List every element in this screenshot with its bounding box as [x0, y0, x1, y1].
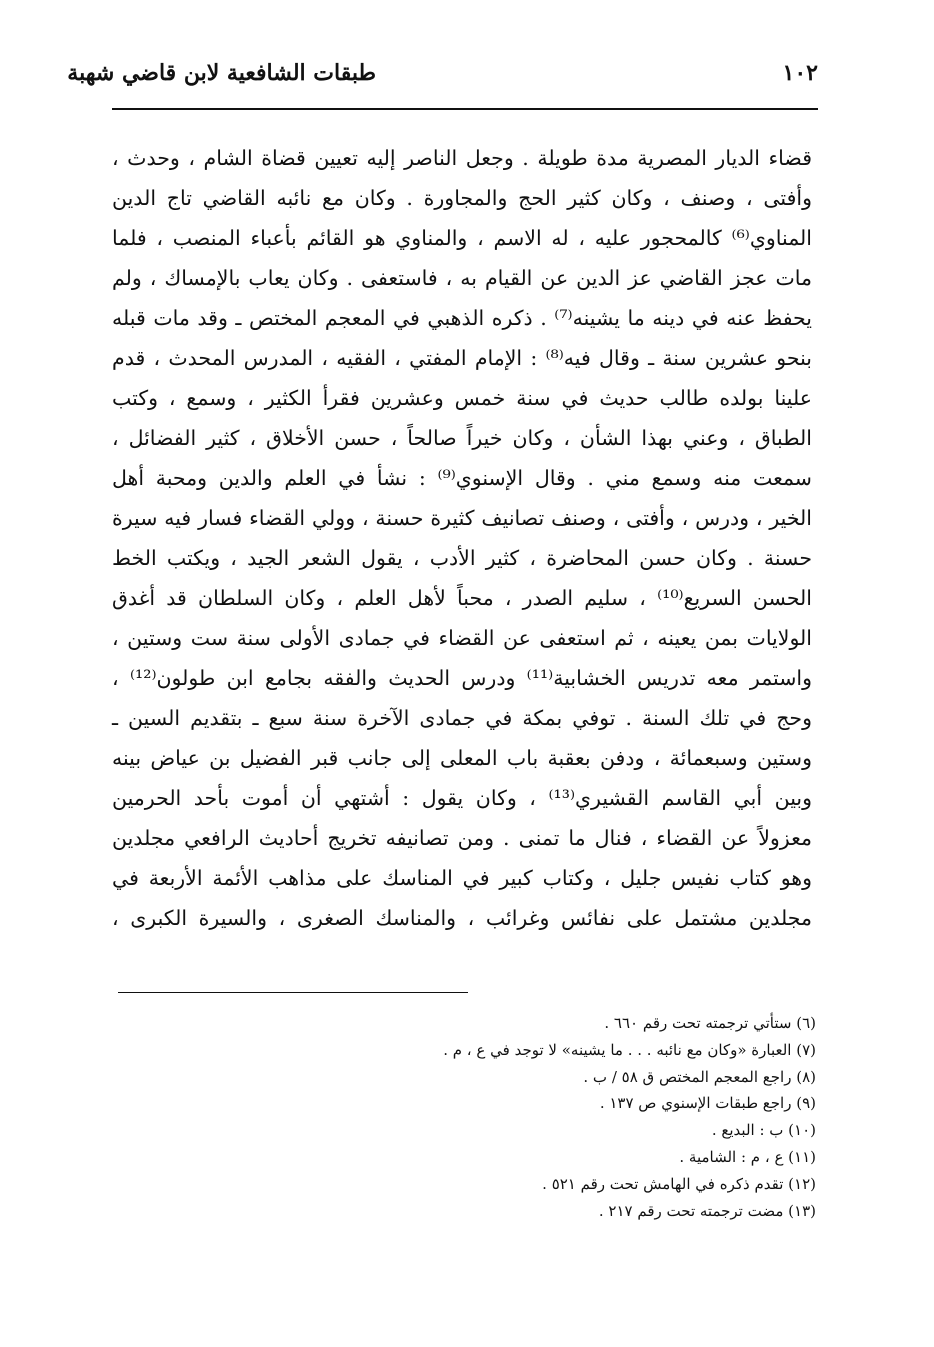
text-line: وأفتى ، وصنف ، وكان كثير الحج والمجاورة . وكان مع نائبه القاضي تاج الدين	[112, 186, 812, 210]
text-line: سمعت منه وسمع مني . وقال الإسنوي⁽⁹⁾ : نشأ في العلم والدين ومحبة أهل	[112, 466, 812, 490]
footnotes	[316, 1010, 816, 1224]
footnote: (٦) ستأتي ترجمته تحت رقم ٦٦٠ .	[604, 1014, 816, 1032]
text-line: وبين أبي القاسم القشيري⁽¹³⁾ ، وكان يقول : أشتهي أن أموت بأحد الحرمين	[112, 786, 812, 810]
text-line: وحج في تلك السنة . توفي بمكة في جمادى الآخرة سنة سبع ـ بتقديم السين ـ	[112, 706, 812, 730]
text-line: وستين وسبعمائة ، ودفن بعقبة باب المعلى إلى جانب قبر الفضيل بن عياض بينه	[112, 746, 812, 770]
text-line: المناوي⁽⁶⁾ كالمحجور عليه ، له الاسم ، والمناوي هو القائم بأعباء المنصب ، فلما	[112, 226, 812, 250]
text-line: الطباق ، وعني بهذا الشأن ، وكان خيراً صالحاً ، حسن الأخلاق ، كثير الفضائل ،	[112, 426, 812, 450]
footnote-separator	[118, 992, 468, 993]
text-line: الحسن السريع⁽¹⁰⁾ ، سليم الصدر ، محباً لأهل العلم ، وكان السلطان قد أغدق	[112, 586, 813, 610]
text-line: وهو كتاب نفيس جليل ، وكتاب كبير في المناسك على مذاهب الأئمة الأربعة في	[112, 866, 812, 890]
text-line: الخير ، ودرس ، وأفتى ، وصنف تصانيف كثيرة حسنة ، وولي القضاء فسار فيه سيرة	[112, 506, 812, 530]
footnote: (٧) العبارة «وكان مع نائبه . . . ما يشينه» لا توجد في ع ، م .	[443, 1040, 816, 1059]
header-rule	[112, 108, 818, 110]
main-text	[112, 138, 812, 938]
footnote: (١١) ع ، م : الشامية .	[679, 1147, 816, 1166]
text-line: مجلدين مشتمل على نفائس وغرائب ، والمناسك الصغرى ، والسيرة الكبرى ،	[112, 906, 812, 930]
text-line: بنحو عشرين سنة ـ وقال فيه⁽⁸⁾ : الإمام المفتي ، الفقيه ، المدرس المحدث ، قدم	[112, 346, 812, 370]
text-line: الولايات بمن يعينه ، ثم استعفى عن القضاء في جمادى الأولى سنة ست وستين ،	[112, 626, 812, 650]
footnote: (٨) راجع المعجم المختص ق ٥٨ / ب .	[583, 1067, 816, 1086]
page-number: ١٠٢	[782, 60, 818, 86]
running-title: طبقات الشافعية لابن قاضي شهبة	[67, 60, 376, 86]
text-line: قضاء الديار المصرية مدة طويلة . وجعل الناصر إليه تعيين قضاة الشام ، وحدث ،	[112, 146, 812, 170]
footnote: (١٠) ب : البديع .	[711, 1121, 816, 1140]
text-line: معزولاً عن القضاء ، فنال ما تمنى . ومن تصانيفه تخريج أحاديث الرافعي مجلدين	[112, 826, 812, 850]
text-line: يحفظ عنه في دينه ما يشينه⁽⁷⁾ . ذكره الذهبي في المعجم المختص ـ وقد مات قبله	[112, 306, 812, 330]
text-line: مات عجز القاضي عز الدين عن القيام به ، فاستعفى . وكان يعاب بالإمساك ، ولم	[112, 266, 812, 290]
footnote: (١٣) مضت ترجمته تحت رقم ٢١٧ .	[598, 1201, 816, 1220]
text-line: واستمر معه تدريس الخشابية⁽¹¹⁾ ودرس الحديث والفقه بجامع ابن طولون⁽¹²⁾ ،	[112, 666, 813, 690]
text-line: حسنة . وكان حسن المحاضرة ، كثير الأدب ، يقول الشعر الجيد ، ويكتب الخط	[112, 546, 812, 570]
running-header	[67, 52, 818, 102]
footnote: (٩) راجع طبقات الإسنوي ص ١٣٧ .	[599, 1094, 816, 1113]
text-line: علينا بولده طالب حديث في سنة خمس وعشرين فقرأ الكثير ، وسمع ، وكتب	[112, 386, 812, 410]
footnote: (١٢) تقدم ذكره في الهامش تحت رقم ٥٢١ .	[542, 1174, 816, 1193]
